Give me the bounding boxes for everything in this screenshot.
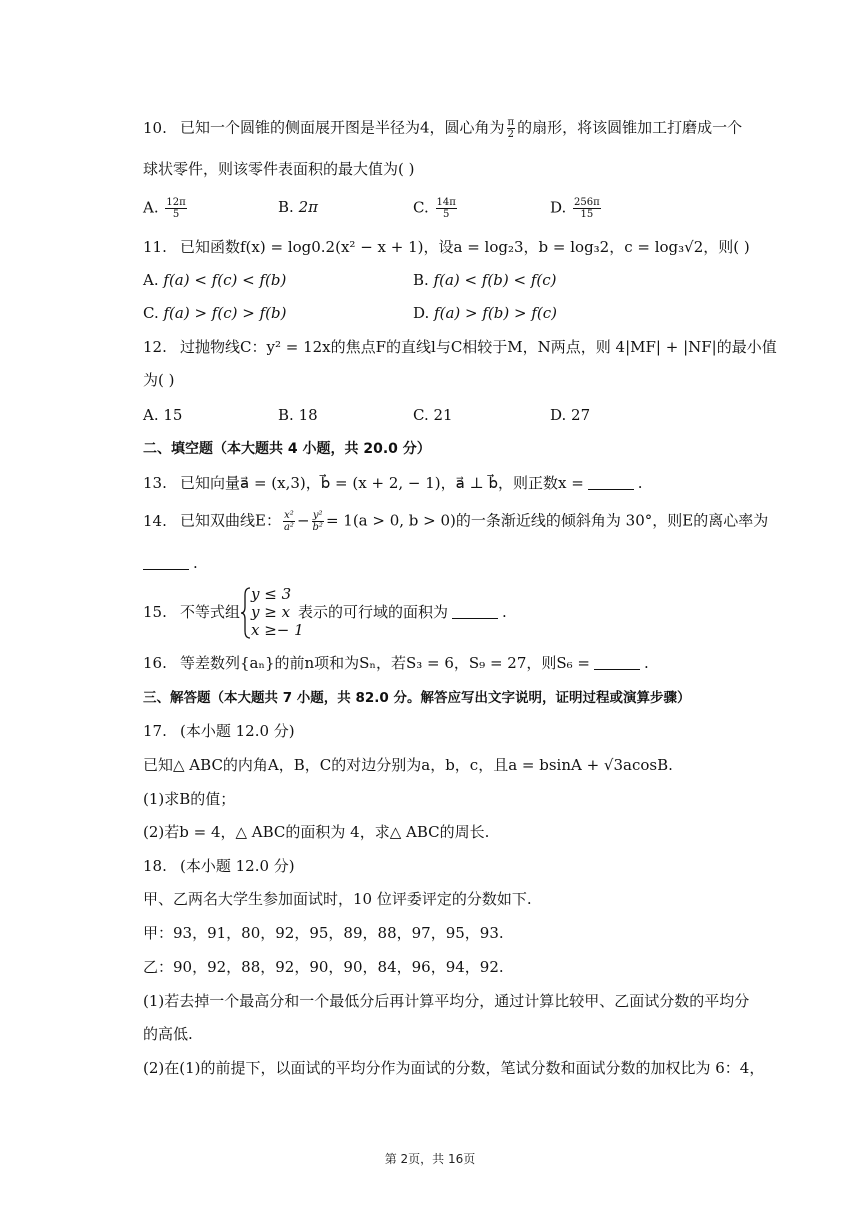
q17-stem: 已知△ ABC的内角A，B，C的对边分别为a，b，c，且a = bsinA + √3acosB. xyxy=(143,756,673,774)
option-label: A. xyxy=(143,406,159,424)
frac-num: 256π xyxy=(574,197,600,208)
q12-number: 12. xyxy=(143,338,167,356)
option-label: B. xyxy=(413,271,429,289)
q16-text: 等差数列{aₙ}的前n项和为Sₙ，若S₃ = 6，S₉ = 27，则S₆ = xyxy=(180,654,590,672)
option-label: C. xyxy=(413,198,429,217)
q10-frac-den: 2 xyxy=(507,129,515,140)
q16-answer-blank[interactable] xyxy=(594,655,640,670)
option-label: D. xyxy=(550,406,567,424)
q15-brace-icon xyxy=(241,587,251,639)
q14-line2 xyxy=(143,553,760,573)
q14-answer-blank[interactable] xyxy=(143,555,189,570)
q14-number: 14. xyxy=(143,511,167,530)
q10-number: 10. xyxy=(143,118,167,137)
q17-part2: (2)若b = 4，△ ABC的面积为 4，求△ ABC的周长. xyxy=(143,823,490,841)
q11-option-c xyxy=(143,303,286,323)
q13-text: 已知向量a⃗ = (x,3)，b⃗ = (x + 2, − 1)，a⃗ ⊥ b⃗，则正数x = xyxy=(180,474,584,492)
q18-header xyxy=(143,856,760,876)
option-text: f(a) > f(b) > f(c) xyxy=(434,304,557,322)
frac-den: 15 xyxy=(580,209,594,220)
q12-option-b xyxy=(278,405,318,425)
q10-line2: 球状零件，则该零件表面积的最大值为( ) xyxy=(143,160,415,178)
frac-den: b² xyxy=(312,522,323,533)
q12-option-d xyxy=(550,405,590,425)
q18-part1-line2: 的高低. xyxy=(143,1025,193,1043)
q10-option-c xyxy=(413,197,459,220)
q14-frac-y xyxy=(312,510,324,533)
q12-option-a xyxy=(143,405,182,425)
frac-den: 5 xyxy=(172,209,180,220)
section-solve-heading: 三、解答题（本大题共 7 小题，共 82.0 分。解答应写出文字说明，证明过程或演算步骤） xyxy=(143,690,691,706)
q15-period: . xyxy=(502,603,507,621)
option-label: C. xyxy=(143,304,159,322)
q15-system xyxy=(251,585,304,639)
q14-period: . xyxy=(193,554,198,572)
option-fraction xyxy=(436,197,457,220)
q18-score: (本小题 12.0 分) xyxy=(180,857,295,875)
section-fill-in-heading: 二、填空题（本大题共 4 小题，共 20.0 分） xyxy=(143,441,431,457)
q11-text: 已知函数f(x) = log0.2(x² − x + 1)，设a = log₂3，b = log₃2，c = log₃√2，则( ) xyxy=(180,238,750,256)
page-footer: 第 2页，共 16页 xyxy=(384,1152,476,1166)
q10-option-b xyxy=(278,197,318,217)
q10-text-b: 的扇形，将该圆锥加工打磨成一个 xyxy=(517,118,743,137)
q17-header xyxy=(143,721,760,741)
frac-num: 12π xyxy=(166,197,186,208)
q17-score: (本小题 12.0 分) xyxy=(180,722,295,740)
option-fraction xyxy=(165,197,186,220)
option-text: 18 xyxy=(298,406,318,424)
q12-line1 xyxy=(143,337,777,357)
q12-option-c xyxy=(413,405,453,425)
q10-fraction xyxy=(507,117,516,140)
option-text: f(a) < f(c) < f(b) xyxy=(163,271,287,289)
q15-answer-blank[interactable] xyxy=(452,604,498,619)
q15-row-3: x ≥− 1 xyxy=(251,621,304,639)
q18-jia-scores: 甲：93，91，80，92，95，89，88，97，95，93. xyxy=(143,924,504,942)
q17-part1: (1)求B的值； xyxy=(143,790,236,808)
frac-num: 14π xyxy=(436,197,456,208)
q11-option-b xyxy=(413,270,557,290)
option-label: A. xyxy=(143,271,159,289)
q15-row-2: y ≥ x xyxy=(251,603,291,621)
q18-yi-scores: 乙：90，92，88，92，90，90，84，96，94，92. xyxy=(143,958,504,976)
q10-option-a xyxy=(143,197,189,220)
minus-sign: − xyxy=(296,511,310,530)
q17-number: 17. xyxy=(143,722,167,740)
q18-number: 18. xyxy=(143,857,167,875)
q14-line1 xyxy=(143,510,769,533)
option-fraction xyxy=(573,197,601,220)
option-text: 2π xyxy=(298,198,318,216)
option-text: f(a) < f(b) < f(c) xyxy=(433,271,557,289)
q12-text: 过抛物线C：y² = 12x的焦点F的直线l与C相较于M，N两点，则 4|MF| + |NF|的最小值 xyxy=(180,338,777,356)
q15-number: 15. xyxy=(143,603,167,621)
q11-option-a xyxy=(143,270,286,290)
q14-text-a: 已知双曲线E： xyxy=(180,511,281,530)
option-label: D. xyxy=(550,198,567,217)
q10-frac-num: π xyxy=(507,117,515,128)
option-text: f(a) > f(c) > f(b) xyxy=(163,304,287,322)
q18-part2: (2)在(1)的前提下，以面试的平均分作为面试的分数，笔试分数和面试分数的加权比为 6：4， xyxy=(143,1059,765,1077)
q16-line xyxy=(143,653,760,673)
q15-text: 表示的可行域的面积为 xyxy=(298,603,449,621)
q13-number: 13. xyxy=(143,474,167,492)
option-label: B. xyxy=(278,198,294,216)
option-label: B. xyxy=(278,406,294,424)
q15-line xyxy=(143,602,760,622)
q12-line2: 为( ) xyxy=(143,371,175,389)
option-text: 27 xyxy=(571,406,591,424)
option-label: A. xyxy=(143,198,159,217)
q16-number: 16. xyxy=(143,654,167,672)
option-text: 15 xyxy=(163,406,183,424)
q15-row-1: y ≤ 3 xyxy=(251,585,292,603)
q11-number: 11. xyxy=(143,238,167,256)
option-label: C. xyxy=(413,406,429,424)
q14-frac-x xyxy=(283,510,295,533)
q14-text-b: = 1(a > 0, b > 0)的一条渐近线的倾斜角为 30°，则E的离心率为 xyxy=(325,511,769,530)
frac-num: y² xyxy=(312,510,323,521)
q10-line1 xyxy=(143,117,760,140)
q18-part1-line1: (1)若去掉一个最高分和一个最低分后再计算平均分，通过计算比较甲、乙面试分数的平均分 xyxy=(143,992,750,1010)
q13-line xyxy=(143,473,760,493)
q13-period: . xyxy=(637,474,643,492)
frac-num: x² xyxy=(284,510,294,521)
option-label: D. xyxy=(413,304,430,322)
q15-prefix: 不等式组 xyxy=(180,603,241,621)
q10-text-a: 已知一个圆锥的侧面展开图是半径为4，圆心角为 xyxy=(180,118,505,137)
option-text: 21 xyxy=(433,406,453,424)
frac-den: 5 xyxy=(442,209,450,220)
q18-stem: 甲、乙两名大学生参加面试时，10 位评委评定的分数如下. xyxy=(143,890,532,908)
q11-option-d xyxy=(413,303,557,323)
q13-answer-blank[interactable] xyxy=(588,475,634,490)
q10-option-d xyxy=(550,197,603,220)
q11-line xyxy=(143,237,760,257)
frac-den: a² xyxy=(283,522,294,533)
q16-period: . xyxy=(644,654,649,672)
